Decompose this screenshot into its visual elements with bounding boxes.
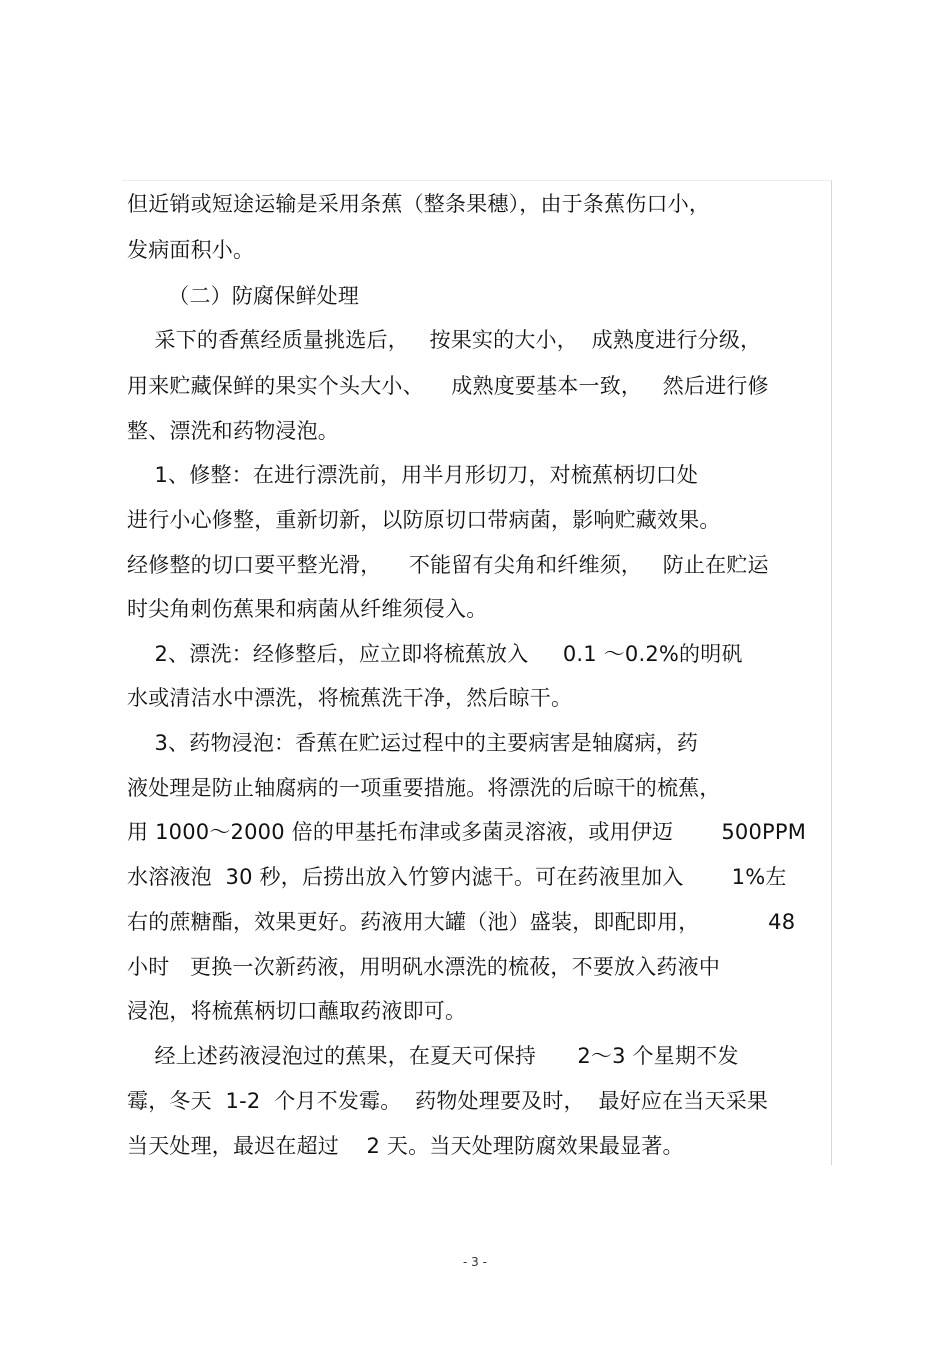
text-line: 2、漂洗：经修整后，应立即将梳蕉放入 0.1 ～0.2%的明矾 [127, 642, 743, 666]
text-line: 右的蔗糖酯，效果更好。药液用大罐（池）盛装，即配即用， 48 [127, 910, 796, 934]
text-line: 进行小心修整，重新切新，以防原切口带病菌，影响贮藏效果。 [127, 508, 721, 532]
text-line: 水溶液泡 30 秒，后捞出放入竹箩内滤干。可在药液里加入 1%左 [127, 865, 787, 889]
text-line: 但近销或短途运输是采用条蕉（整条果穗），由于条蕉伤口小， [127, 192, 711, 216]
text-line: 水或清洁水中漂洗，将梳蕉洗干净，然后晾干。 [127, 686, 573, 710]
text-line: 采下的香蕉经质量挑选后， 按果实的大小， 成熟度进行分级， [127, 328, 762, 352]
text-line: 当天处理，最迟在超过 2 天。当天处理防腐效果最显著。 [127, 1134, 684, 1158]
text-line: 时尖角刺伤蕉果和病菌从纤维须侵入。 [127, 597, 488, 621]
section-heading: （二）防腐保鲜处理 [127, 284, 360, 308]
text-line: 3、药物浸泡：香蕉在贮运过程中的主要病害是轴腐病，药 [127, 731, 699, 755]
text-line: 小时 更换一次新药液，用明矾水漂洗的梳莜，不要放入药液中 [127, 955, 721, 979]
page-number: - 3 - [463, 1255, 487, 1269]
text-line: 用 1000～2000 倍的甲基托布津或多菌灵溶液，或用伊迈 500PPM [127, 820, 807, 844]
text-line: 霉，冬天 1-2 个月不发霉。 药物处理要及时， 最好应在当天采果 [127, 1089, 769, 1113]
text-line: 浸泡，将梳蕉柄切口蘸取药液即可。 [127, 999, 467, 1023]
text-line: 经上述药液浸泡过的蕉果，在夏天可保持 2～3 个星期不发 [127, 1044, 739, 1068]
text-line: 发病面积小。 [127, 238, 255, 262]
text-line: 整、漂洗和药物浸泡。 [127, 419, 339, 443]
text-line: 1、修整：在进行漂洗前，用半月形切刀，对梳蕉柄切口处 [127, 463, 699, 487]
text-line: 用来贮藏保鲜的果实个头大小、 成熟度要基本一致， 然后进行修 [127, 374, 769, 398]
text-line: 液处理是防止轴腐病的一项重要措施。将漂洗的后晾干的梳蕉， [127, 776, 721, 800]
text-line: 经修整的切口要平整光滑， 不能留有尖角和纤维须， 防止在贮运 [127, 553, 769, 577]
